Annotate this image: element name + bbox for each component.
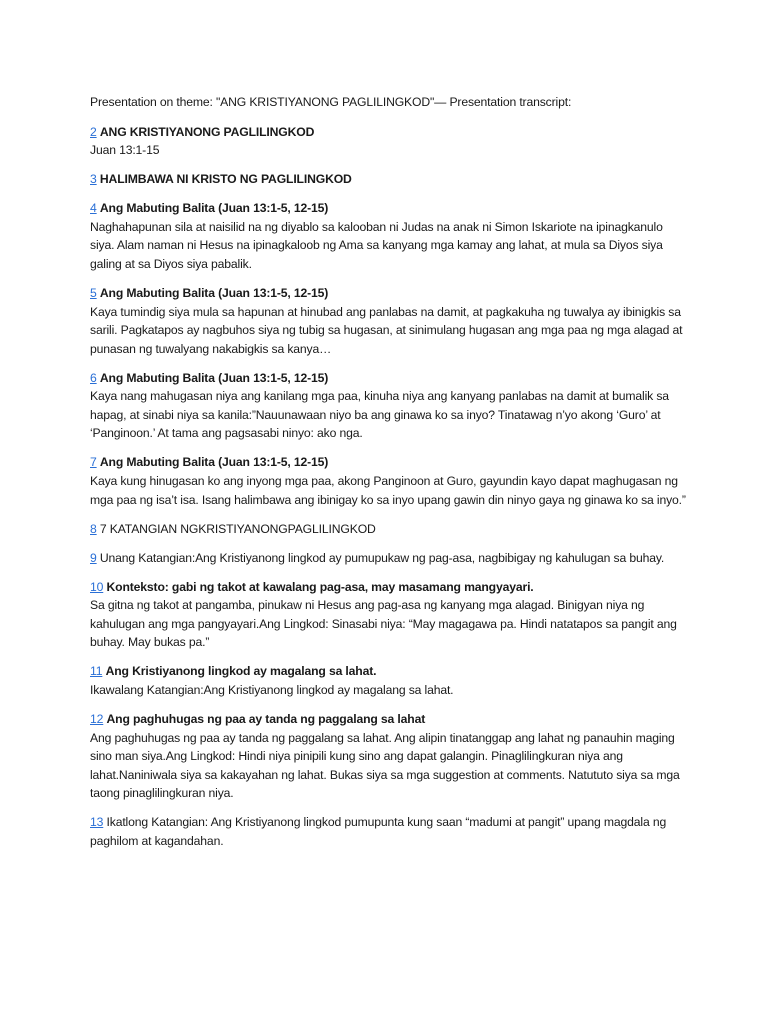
slide-entry — [90, 284, 686, 358]
slide-title: Ang paghuhugas ng paa ay tanda ng paggalang sa lahat — [106, 711, 426, 726]
slide-title: Ang Mabuting Balita (Juan 13:1-5, 12-15) — [99, 285, 329, 300]
slide-title: Unang Katangian:Ang Kristiyanong lingkod ay pumupukaw ng pag-asa, nagbibigay ng kahulugan sa buhay. — [99, 550, 665, 565]
slide-body-text: Sa gitna ng takot at pangamba, pinukaw ni Hesus ang pag-asa ng kanyang mga alagad. Binigyan niya ng kahulugan ang mga pangyayari.Ang Lingkod: Sinasabi niya: “May magagawa pa. Hindi natatapos sa pangit ang buhay. May bukas pa.” — [90, 598, 677, 650]
document — [90, 93, 686, 861]
slide-entry — [90, 520, 686, 539]
slide-title: 7 KATANGIAN NGKRISTIYANONGPAGLILINGKOD — [99, 521, 376, 536]
transcript-intro: Presentation on theme: "ANG KRISTIYANONG PAGLILINGKOD"— Presentation transcript: — [90, 95, 572, 109]
slide-title: Konteksto: gabi ng takot at kawalang pag-asa, may masamang mangyayari. — [106, 579, 534, 594]
slide-list — [90, 123, 686, 851]
slide-body-text: Ikawalang Katangian:Ang Kristiyanong lingkod ay magalang sa lahat. — [90, 682, 454, 697]
slide-heading — [90, 199, 686, 218]
slide-heading — [90, 662, 686, 681]
slide-number-link[interactable]: 5 — [90, 285, 97, 300]
slide-heading — [90, 170, 686, 189]
slide-title: ANG KRISTIYANONG PAGLILINGKOD — [99, 124, 315, 139]
slide-entry — [90, 813, 686, 850]
slide-heading — [90, 813, 686, 850]
slide-title: Ang Mabuting Balita (Juan 13:1-5, 12-15) — [99, 201, 329, 216]
slide-entry — [90, 549, 686, 568]
slide-entry — [90, 199, 686, 273]
slide-entry — [90, 710, 686, 803]
slide-title: Ang Kristiyanong lingkod ay magalang sa lahat. — [105, 664, 377, 679]
slide-number-link[interactable]: 3 — [90, 172, 97, 187]
slide-heading — [90, 284, 686, 303]
slide-number-link[interactable]: 11 — [90, 664, 103, 679]
slide-number-link[interactable]: 12 — [90, 711, 104, 726]
slide-entry — [90, 123, 686, 160]
slide-title: Ang Mabuting Balita (Juan 13:1-5, 12-15) — [99, 455, 329, 470]
slide-body-text: Kaya kung hinugasan ko ang inyong mga paa, akong Panginoon at Guro, gayundin kayo dapat maghugasan ng mga paa ng isa’t isa. Isang halimbawa ang ibinigay ko sa inyo upang gawin din ninyo gaya ng ginawa ko sa inyo.” — [90, 474, 686, 507]
slide-number-link[interactable]: 8 — [90, 521, 97, 536]
slide-body-text: Kaya nang mahugasan niya ang kanilang mga paa, kinuha niya ang kanyang panlabas na damit at bumalik sa hapag, at sinabi niya sa kanila:”Nauunawaan niyo ba ang ginawa ko sa inyo? Tinatawag n’yo akong ‘Guro’ at ‘Panginoon.’ At tama ang pagsasabi ninyo: ako nga. — [90, 389, 669, 441]
slide-body-text: Juan 13:1-15 — [90, 143, 160, 158]
slide-number-link[interactable]: 4 — [90, 201, 97, 216]
slide-heading — [90, 453, 686, 472]
slide-body-text: Kaya tumindig siya mula sa hapunan at hinubad ang panlabas na damit, at pagkakuha ng tuwalya ay ibinigkis sa sarili. Pagkatapos ay nagbuhos siya ng tubig sa hugasan, at sinimulang hugasan ang mga paa ng mga alagad at punasan ng tuwalyang nakabigkis sa kanya… — [90, 304, 683, 356]
slide-heading — [90, 369, 686, 388]
slide-number-link[interactable]: 10 — [90, 579, 104, 594]
slide-entry — [90, 662, 686, 699]
slide-heading — [90, 123, 686, 142]
slide-entry — [90, 578, 686, 652]
slide-number-link[interactable]: 13 — [90, 815, 104, 830]
slide-title: Ang Mabuting Balita (Juan 13:1-5, 12-15) — [99, 370, 329, 385]
slide-title: Ikatlong Katangian: Ang Kristiyanong lingkod pumupunta kung saan “madumi at pangit” upang magdala ng paghilom at kagandahan. — [90, 815, 667, 848]
slide-body-text: Ang paghuhugas ng paa ay tanda ng paggalang sa lahat. Ang alipin tinatanggap ang lahat ng panauhin maging sino man siya.Ang Lingkod: Hindi niya pinipili kung sino ang dapat galangin. Pinaglilingkuran niya ang lahat.Naniniwala siya sa kakayahan ng lahat. Bukas siya sa mga suggestion at comments. Natututo siya sa mga taong pinaglilingkuran niya. — [90, 730, 680, 801]
slide-number-link[interactable]: 6 — [90, 370, 97, 385]
slide-number-link[interactable]: 9 — [90, 550, 97, 565]
slide-heading — [90, 710, 686, 729]
slide-entry — [90, 453, 686, 509]
slide-entry — [90, 369, 686, 443]
slide-number-link[interactable]: 2 — [90, 124, 97, 139]
slide-heading — [90, 520, 686, 539]
slide-entry — [90, 170, 686, 189]
slide-heading — [90, 549, 686, 568]
slide-heading — [90, 578, 686, 597]
slide-number-link[interactable]: 7 — [90, 455, 97, 470]
slide-body-text: Naghahapunan sila at naisilid na ng diyablo sa kalooban ni Judas na anak ni Simon Iskariote na ipinagkanulo siya. Alam naman ni Hesus na ipinagkaloob ng Ama sa kanyang mga kamay ang lahat, at mula sa Diyos siya galing at sa Diyos siya pabalik. — [90, 219, 663, 271]
slide-title: HALIMBAWA NI KRISTO NG PAGLILINGKOD — [99, 172, 352, 187]
